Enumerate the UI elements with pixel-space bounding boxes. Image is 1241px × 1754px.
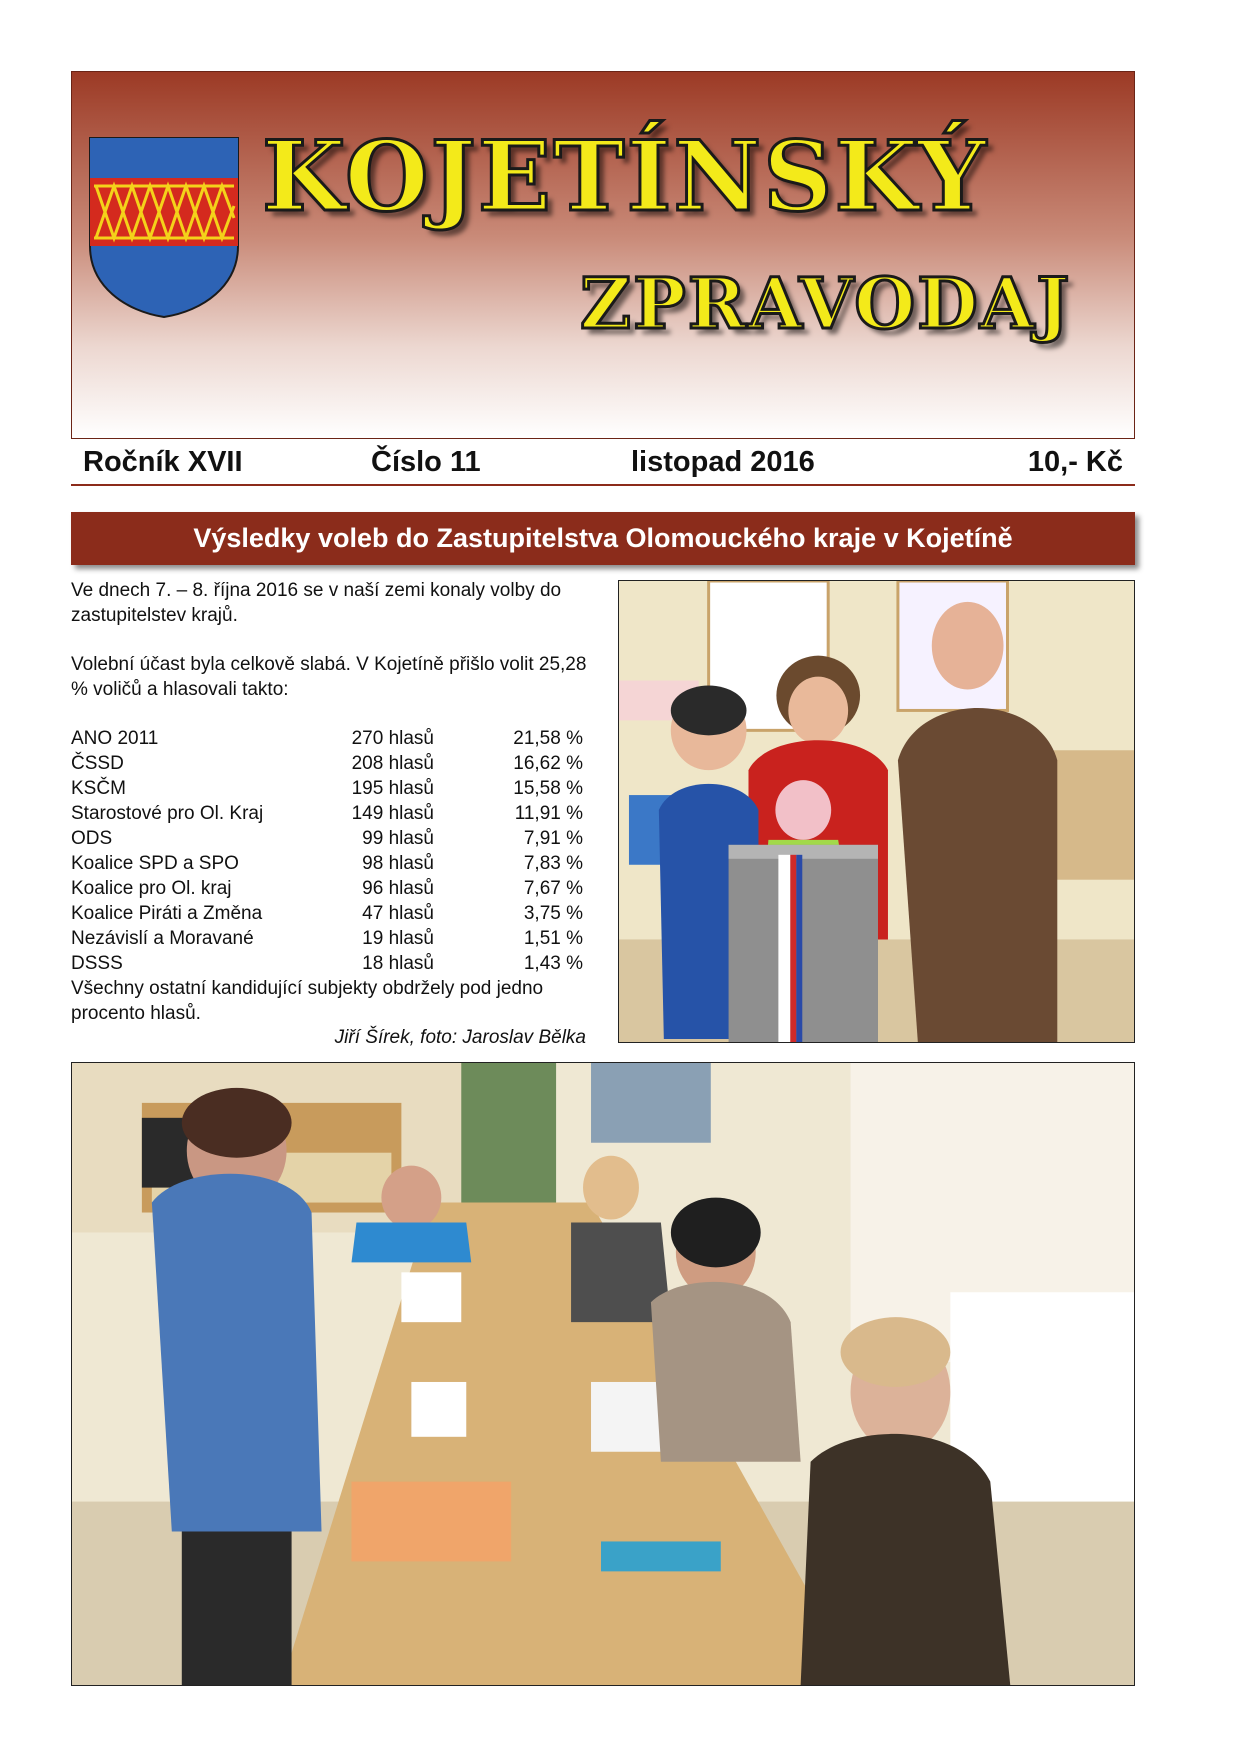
results-row (71, 801, 591, 826)
article-headline: Výsledky voleb do Zastupitelstva Olomouckého kraje v Kojetíně (71, 512, 1135, 565)
vote-percent: 3,75 % (523, 903, 583, 924)
party-name: ANO 2011 (71, 728, 159, 749)
results-row (71, 751, 591, 776)
article-footnote: Všechny ostatní kandidující subjekty obdržely pod jedno procento hlasů. (71, 978, 544, 1024)
results-row (71, 876, 591, 901)
issue-date: listopad 2016 (631, 446, 815, 478)
results-row (71, 926, 591, 951)
results-row (71, 901, 591, 926)
election-commission-photo (71, 1062, 1135, 1686)
voters-at-ballot-box-photo (618, 580, 1135, 1043)
results-row (71, 826, 591, 851)
vote-percent: 16,62 % (513, 753, 583, 774)
vote-count: 19 hlasů (362, 928, 434, 949)
party-name: Starostové pro Ol. Kraj (71, 803, 264, 824)
vote-percent: 15,58 % (513, 778, 583, 799)
party-name: Koalice pro Ol. kraj (71, 878, 232, 899)
issue-price: 10,- Kč (1027, 446, 1123, 478)
masthead-subtitle: ZPRAVODAJ (580, 262, 1072, 345)
results-row (71, 851, 591, 876)
results-row (71, 951, 591, 976)
party-name: Koalice SPD a SPO (71, 853, 239, 874)
vote-count: 195 hlasů (351, 778, 434, 799)
party-name: KSČM (71, 778, 126, 799)
vote-count: 47 hlasů (362, 903, 434, 924)
coat-of-arms-icon (88, 136, 240, 319)
vote-count: 96 hlasů (362, 878, 434, 899)
vote-count: 149 hlasů (351, 803, 434, 824)
vote-count: 98 hlasů (362, 853, 434, 874)
vote-percent: 7,83 % (523, 853, 583, 874)
vote-percent: 1,51 % (523, 928, 583, 949)
vote-count: 270 hlasů (351, 728, 434, 749)
volume-label: Ročník XVII (83, 446, 243, 478)
issue-info-line (71, 444, 1135, 486)
issue-number: Číslo 11 (371, 446, 481, 478)
vote-count: 208 hlasů (351, 753, 434, 774)
masthead-title: KOJETÍNSKÝ (262, 120, 988, 233)
vote-percent: 21,58 % (513, 728, 583, 749)
party-name: DSSS (71, 953, 123, 974)
party-name: ODS (71, 828, 113, 849)
party-name: ČSSD (71, 753, 124, 774)
party-name: Nezávislí a Moravané (71, 928, 254, 949)
article-turnout: Volební účast byla celkově slabá. V Kojetíně přišlo volit 25,28 % voličů a hlasovali takto: (71, 654, 587, 700)
results-table (71, 726, 591, 976)
vote-percent: 11,91 % (514, 803, 583, 824)
vote-count: 99 hlasů (362, 828, 434, 849)
party-name: Koalice Piráti a Změna (71, 903, 263, 924)
vote-percent: 7,67 % (523, 878, 583, 899)
results-row (71, 726, 591, 751)
vote-count: 18 hlasů (362, 953, 434, 974)
article-credit: Jiří Šírek, foto: Jaroslav Bělka (334, 1027, 586, 1048)
article-intro: Ve dnech 7. – 8. října 2016 se v naší zemi konaly volby do zastupitelstev krajů. (71, 580, 562, 626)
vote-percent: 7,91 % (523, 828, 583, 849)
results-row (71, 776, 591, 801)
vote-percent: 1,43 % (523, 953, 583, 974)
